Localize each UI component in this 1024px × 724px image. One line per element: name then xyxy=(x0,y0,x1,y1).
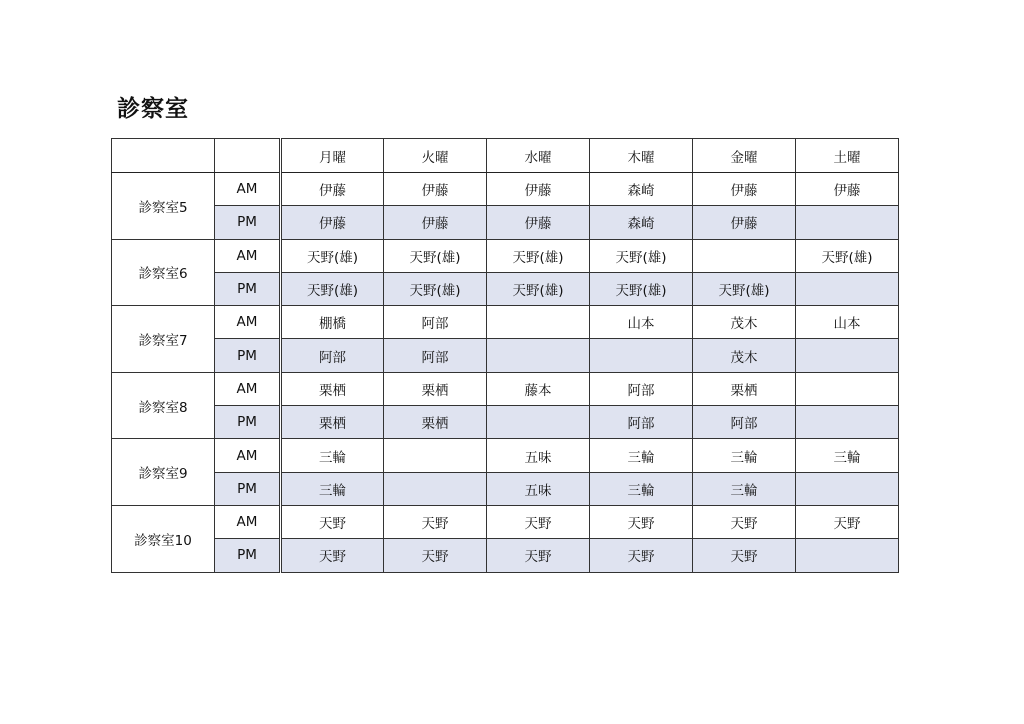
day-header: 土曜 xyxy=(796,139,899,173)
schedule-cell: 天野(雄) xyxy=(281,239,384,272)
schedule-cell: 阿部 xyxy=(590,406,693,439)
schedule-cell: 天野 xyxy=(384,505,487,538)
table-row xyxy=(112,372,899,405)
schedule-cell xyxy=(796,406,899,439)
schedule-cell: 天野(雄) xyxy=(590,272,693,305)
schedule-cell: 藤本 xyxy=(487,372,590,405)
slot-label: PM xyxy=(215,206,281,239)
schedule-cell: 阿部 xyxy=(281,339,384,372)
schedule-cell: 天野(雄) xyxy=(590,239,693,272)
schedule-cell: 茂木 xyxy=(693,339,796,372)
slot-label: AM xyxy=(215,505,281,538)
schedule-cell: 天野 xyxy=(693,539,796,572)
schedule-cell xyxy=(384,439,487,472)
table-row xyxy=(112,339,899,372)
schedule-cell: 天野(雄) xyxy=(487,239,590,272)
schedule-cell: 三輪 xyxy=(693,439,796,472)
schedule-cell xyxy=(384,472,487,505)
slot-label: PM xyxy=(215,406,281,439)
room-name: 診察室5 xyxy=(112,173,215,240)
day-header: 木曜 xyxy=(590,139,693,173)
schedule-cell: 阿部 xyxy=(693,406,796,439)
room-name: 診察室7 xyxy=(112,306,215,373)
schedule-cell: 伊藤 xyxy=(487,173,590,206)
header-corner-room xyxy=(112,139,215,173)
schedule-cell: 伊藤 xyxy=(693,173,796,206)
slot-label: PM xyxy=(215,339,281,372)
schedule-cell: 伊藤 xyxy=(487,206,590,239)
schedule-cell: 茂木 xyxy=(693,306,796,339)
room-name: 診察室9 xyxy=(112,439,215,506)
schedule-cell: 三輪 xyxy=(796,439,899,472)
schedule-cell: 森崎 xyxy=(590,206,693,239)
schedule-cell: 伊藤 xyxy=(281,206,384,239)
table-row xyxy=(112,239,899,272)
room-name: 診察室10 xyxy=(112,505,215,572)
table-row xyxy=(112,439,899,472)
schedule-cell: 天野 xyxy=(590,539,693,572)
schedule-cell: 森崎 xyxy=(590,173,693,206)
slot-label: AM xyxy=(215,173,281,206)
table-row xyxy=(112,539,899,572)
schedule-cell: 天野(雄) xyxy=(281,272,384,305)
slot-label: AM xyxy=(215,372,281,405)
slot-label: AM xyxy=(215,306,281,339)
day-header: 水曜 xyxy=(487,139,590,173)
schedule-cell: 天野(雄) xyxy=(384,272,487,305)
schedule-body xyxy=(112,173,899,573)
schedule-cell xyxy=(796,272,899,305)
header-row xyxy=(112,139,899,173)
schedule-cell: 五味 xyxy=(487,472,590,505)
schedule-cell: 山本 xyxy=(796,306,899,339)
schedule-cell: 天野(雄) xyxy=(693,272,796,305)
slot-label: PM xyxy=(215,472,281,505)
slot-label: AM xyxy=(215,239,281,272)
schedule-cell: 三輪 xyxy=(590,439,693,472)
schedule-cell: 伊藤 xyxy=(281,173,384,206)
day-header: 火曜 xyxy=(384,139,487,173)
slot-label: PM xyxy=(215,272,281,305)
table-row xyxy=(112,272,899,305)
table-row xyxy=(112,505,899,538)
schedule-cell: 天野 xyxy=(590,505,693,538)
schedule-cell: 天野 xyxy=(487,539,590,572)
table-row xyxy=(112,173,899,206)
schedule-cell: 阿部 xyxy=(590,372,693,405)
schedule-cell: 天野 xyxy=(487,505,590,538)
schedule-cell: 栗栖 xyxy=(281,372,384,405)
schedule-cell: 栗栖 xyxy=(693,372,796,405)
schedule-cell: 栗栖 xyxy=(384,372,487,405)
schedule-cell: 三輪 xyxy=(281,472,384,505)
header-corner-slot xyxy=(215,139,281,173)
schedule-cell xyxy=(487,339,590,372)
day-header: 月曜 xyxy=(281,139,384,173)
schedule-table xyxy=(111,138,899,573)
schedule-cell: 天野 xyxy=(281,539,384,572)
schedule-cell: 天野(雄) xyxy=(487,272,590,305)
page-title: 診察室 xyxy=(117,96,189,122)
schedule-cell: 天野 xyxy=(384,539,487,572)
schedule-cell: 棚橋 xyxy=(281,306,384,339)
schedule-cell: 三輪 xyxy=(693,472,796,505)
table-row xyxy=(112,406,899,439)
schedule-cell: 栗栖 xyxy=(281,406,384,439)
slot-label: PM xyxy=(215,539,281,572)
schedule-cell xyxy=(487,406,590,439)
room-name: 診察室6 xyxy=(112,239,215,306)
schedule-cell: 伊藤 xyxy=(384,206,487,239)
schedule-cell xyxy=(796,372,899,405)
schedule-cell: 阿部 xyxy=(384,339,487,372)
table-row xyxy=(112,306,899,339)
table-row xyxy=(112,206,899,239)
room-name: 診察室8 xyxy=(112,372,215,439)
schedule-cell: 天野(雄) xyxy=(384,239,487,272)
slot-label: AM xyxy=(215,439,281,472)
schedule-cell: 阿部 xyxy=(384,306,487,339)
schedule-cell: 山本 xyxy=(590,306,693,339)
schedule-cell xyxy=(487,306,590,339)
schedule-cell: 伊藤 xyxy=(693,206,796,239)
schedule-cell xyxy=(796,472,899,505)
schedule-cell: 天野(雄) xyxy=(796,239,899,272)
schedule-cell xyxy=(796,206,899,239)
schedule-cell: 五味 xyxy=(487,439,590,472)
schedule-cell xyxy=(796,539,899,572)
schedule-cell xyxy=(693,239,796,272)
schedule-cell: 天野 xyxy=(796,505,899,538)
schedule-cell xyxy=(590,339,693,372)
schedule-cell: 三輪 xyxy=(281,439,384,472)
schedule-cell: 三輪 xyxy=(590,472,693,505)
day-header: 金曜 xyxy=(693,139,796,173)
schedule-cell: 栗栖 xyxy=(384,406,487,439)
schedule-cell: 伊藤 xyxy=(384,173,487,206)
schedule-cell xyxy=(796,339,899,372)
table-row xyxy=(112,472,899,505)
schedule-cell: 天野 xyxy=(281,505,384,538)
schedule-cell: 天野 xyxy=(693,505,796,538)
schedule-cell: 伊藤 xyxy=(796,173,899,206)
